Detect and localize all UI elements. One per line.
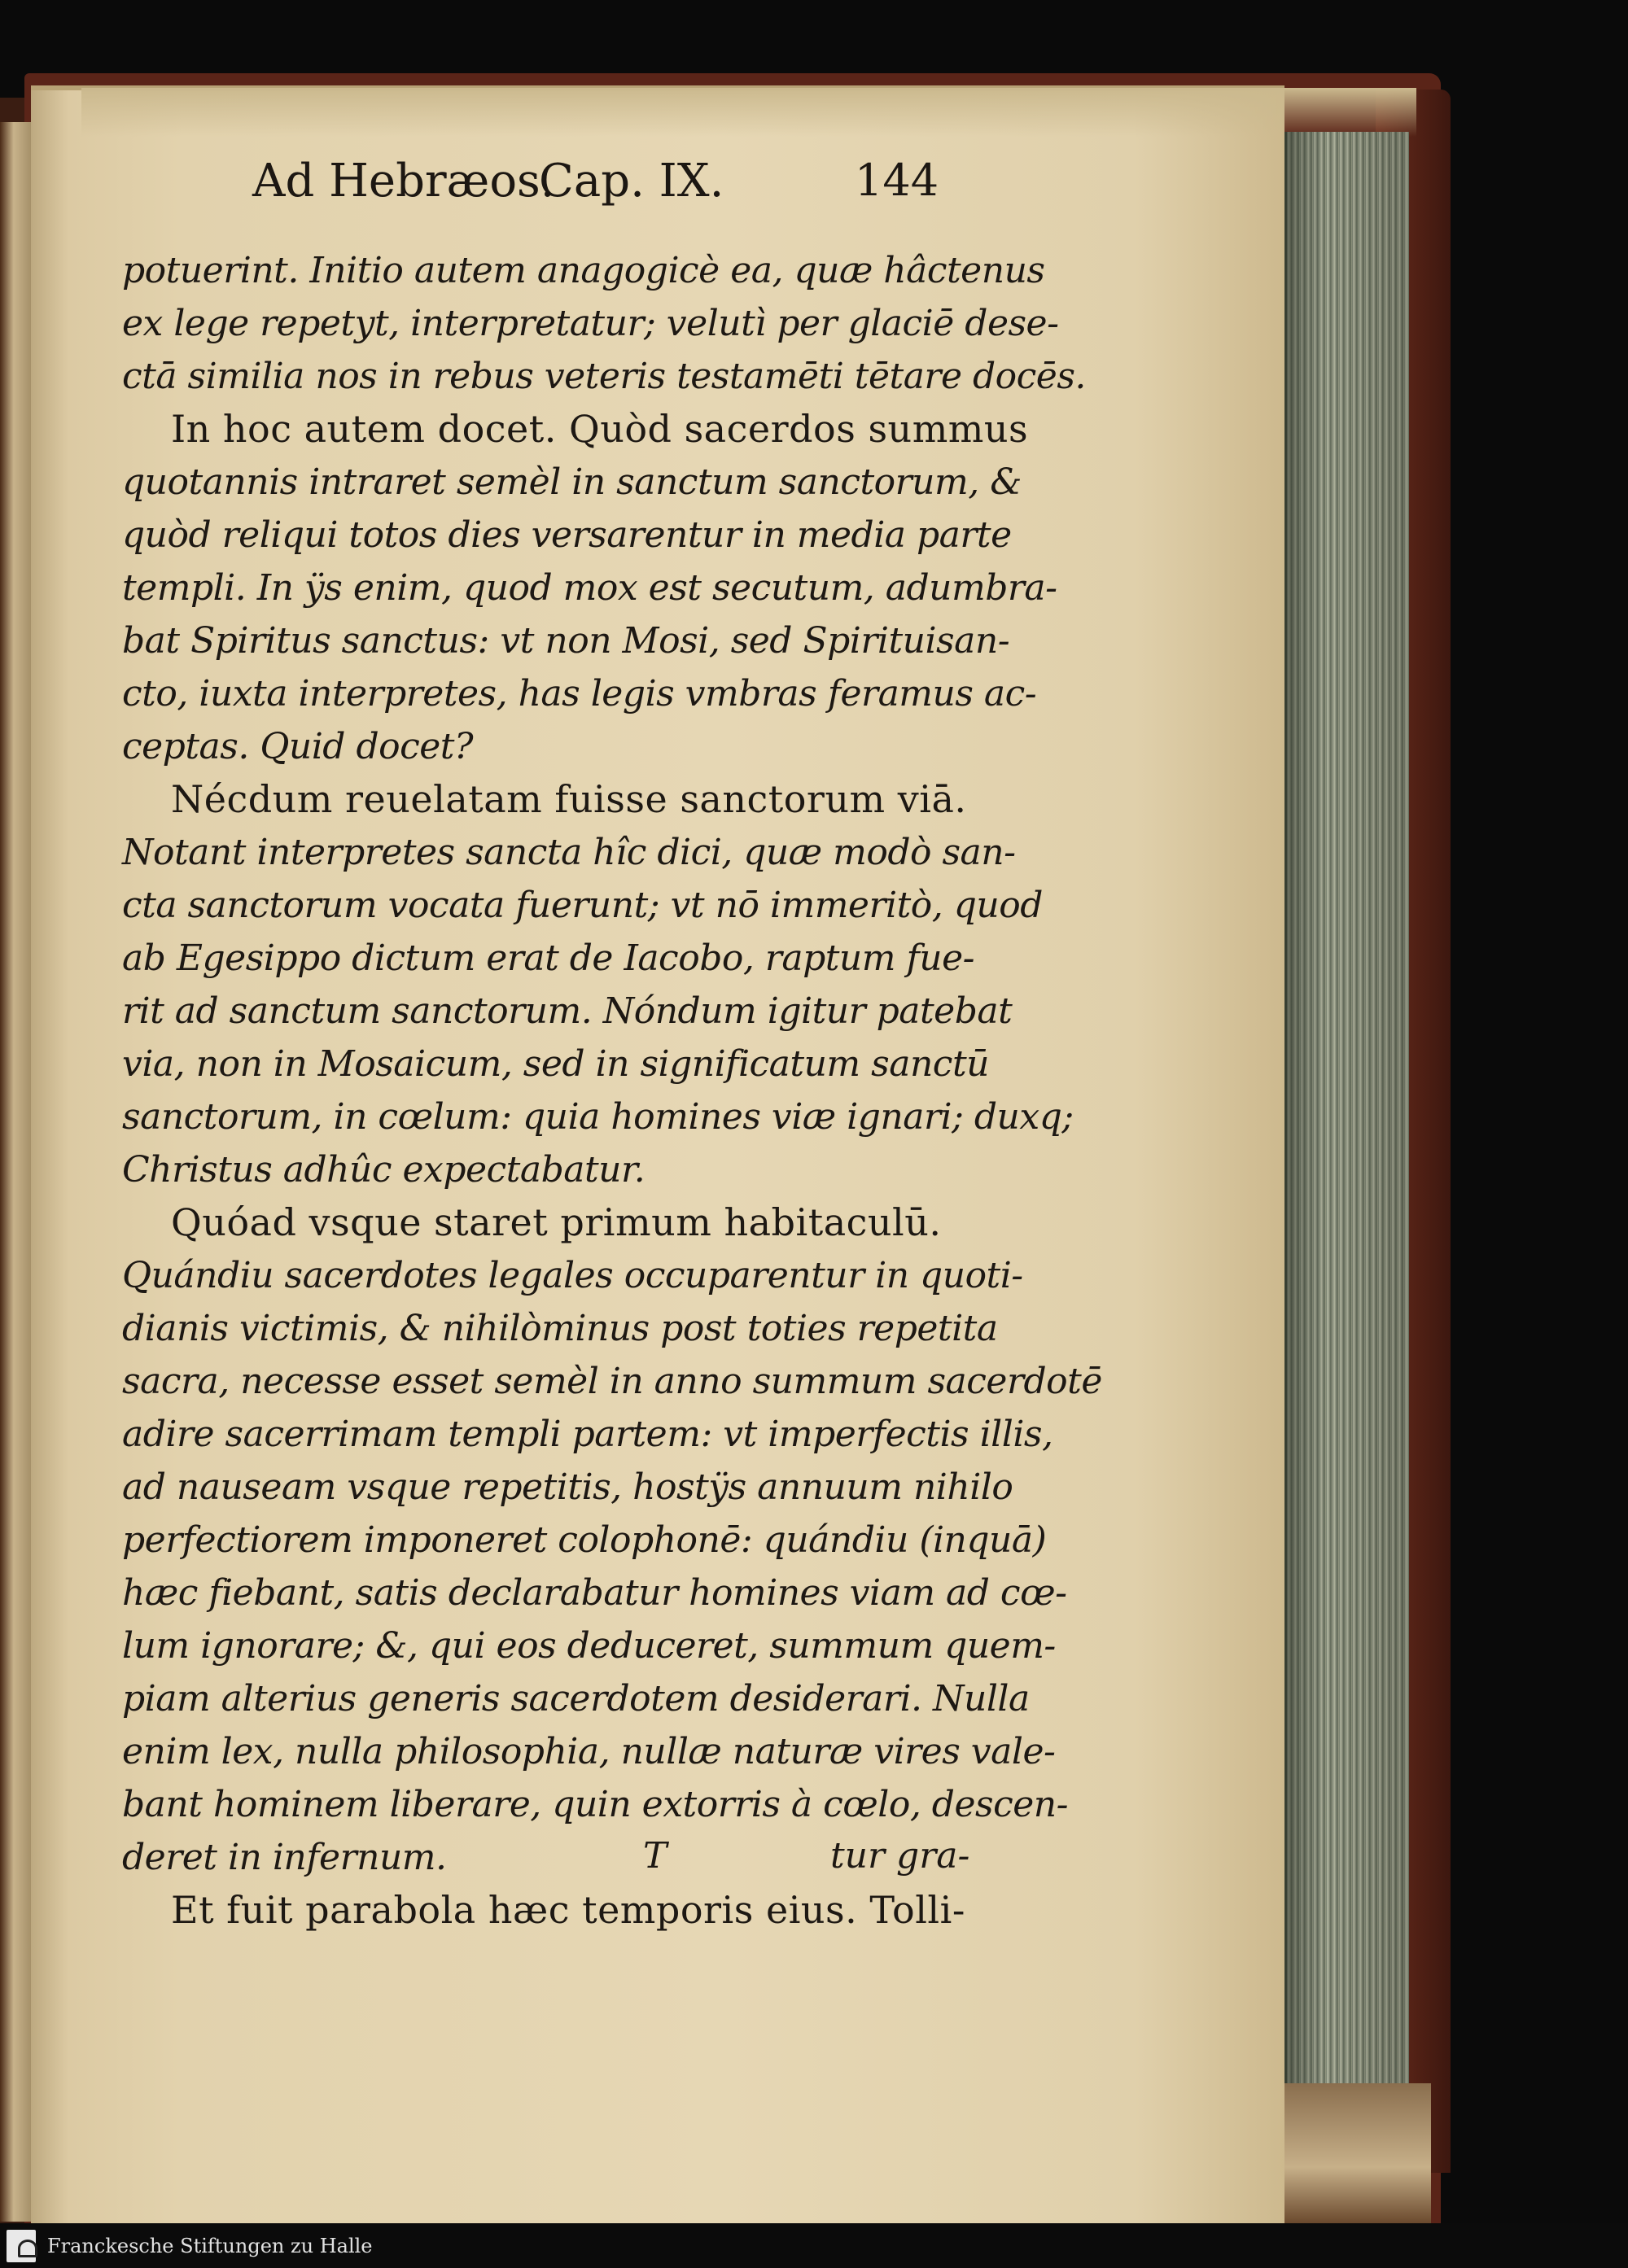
text-line: Christus adhûc expectabatur. xyxy=(122,1149,646,1191)
text-line: perfectiorem imponeret colophonē: quándiu (inquā) xyxy=(122,1519,1047,1561)
text-line: dianis victimis, & nihilòminus post toties repetita xyxy=(122,1308,998,1349)
text-line: Nécdum reuelatam fuisse sanctorum viā. xyxy=(171,777,967,821)
franckesche-stiftungen-logo-icon xyxy=(7,2230,36,2262)
text-line: sanctorum, in cœlum: quia homines viæ ignari; duxq; xyxy=(122,1096,1074,1138)
text-line: adire sacerrimam templi partem: vt imperfectis illis, xyxy=(122,1414,1053,1455)
fore-edge-bottom xyxy=(1284,2083,1431,2223)
running-title: Ad Hebræos. xyxy=(252,155,555,208)
text-line: ad nauseam vsque repetitis, hostÿs annuum nihilo xyxy=(122,1466,1013,1508)
text-line: lum ignorare; &, qui eos deduceret, summum quem- xyxy=(122,1625,1056,1667)
text-line: enim lex, nulla philosophia, nullæ naturæ vires vale- xyxy=(122,1731,1056,1772)
text-line: deret in infernum. xyxy=(122,1837,447,1878)
text-line: quòd reliqui totos dies versarentur in media parte xyxy=(122,514,1012,556)
text-line: In hoc autem docet. Quòd sacerdos summus xyxy=(171,407,1029,451)
body-text xyxy=(122,244,1102,1937)
text-line: ex lege repetyt, interpretatur; velutì per glaciē dese- xyxy=(122,303,1059,344)
text-line: Quándiu sacerdotes legales occuparentur in quoti- xyxy=(122,1255,1023,1296)
text-line: bat Spiritus sanctus: vt non Mosi, sed Spirituisan- xyxy=(122,620,1010,662)
logo-emblem xyxy=(18,2240,37,2257)
text-line: Quóad vsque staret primum habitaculū. xyxy=(171,1200,942,1244)
signature-mark: T xyxy=(643,1835,667,1877)
text-line: cta sanctorum vocata fuerunt; vt nō immeritò, quod xyxy=(122,885,1043,926)
text-line: ctā similia nos in rebus veteris testamēti tētare docēs. xyxy=(122,356,1086,397)
chapter-heading: Cap. IX. xyxy=(539,155,724,208)
fore-edge-shade xyxy=(1284,132,1407,2085)
page-number: 144 xyxy=(855,155,939,206)
credit-bar xyxy=(0,2223,1628,2268)
page-footer xyxy=(643,1835,969,1884)
page-top-stain xyxy=(81,88,1416,137)
text-line: quotannis intraret semèl in sanctum sanctorum, & xyxy=(122,461,1022,503)
text-line: cto, iuxta interpretes, has legis vmbras feramus ac- xyxy=(122,673,1037,714)
text-line: Notant interpretes sancta hîc dici, quæ modò san- xyxy=(122,832,1016,873)
text-line: rit ad sanctum sanctorum. Nóndum igitur patebat xyxy=(122,990,1013,1032)
text-line: via, non in Mosaicum, sed in significatum sanctū xyxy=(122,1043,989,1085)
text-line: ab Egesippo dictum erat de Iacobo, raptum fue- xyxy=(122,937,975,979)
text-line: hæc fiebant, satis declarabatur homines viam ad cœ- xyxy=(122,1572,1067,1614)
catchword: tur gra- xyxy=(830,1835,970,1877)
previous-page-edge xyxy=(0,122,34,2222)
text-line: templi. In ÿs enim, quod mox est secutum, adumbra- xyxy=(122,567,1057,609)
text-line: ceptas. Quid docet? xyxy=(122,726,474,767)
text-line: potuerint. Initio autem anagogicè ea, quæ hâctenus xyxy=(122,250,1045,291)
text-line: piam alterius generis sacerdotem desiderari. Nulla xyxy=(122,1678,1030,1720)
credit-text: Franckesche Stiftungen zu Halle xyxy=(47,2235,373,2257)
text-line: bant hominem liberare, quin extorris à cœlo, descen- xyxy=(122,1784,1068,1825)
page-header xyxy=(252,155,961,228)
text-line: sacra, necesse esset semèl in anno summum sacerdotē xyxy=(122,1361,1102,1402)
text-line: Et fuit parabola hæc temporis eius. Tolli- xyxy=(171,1888,965,1932)
